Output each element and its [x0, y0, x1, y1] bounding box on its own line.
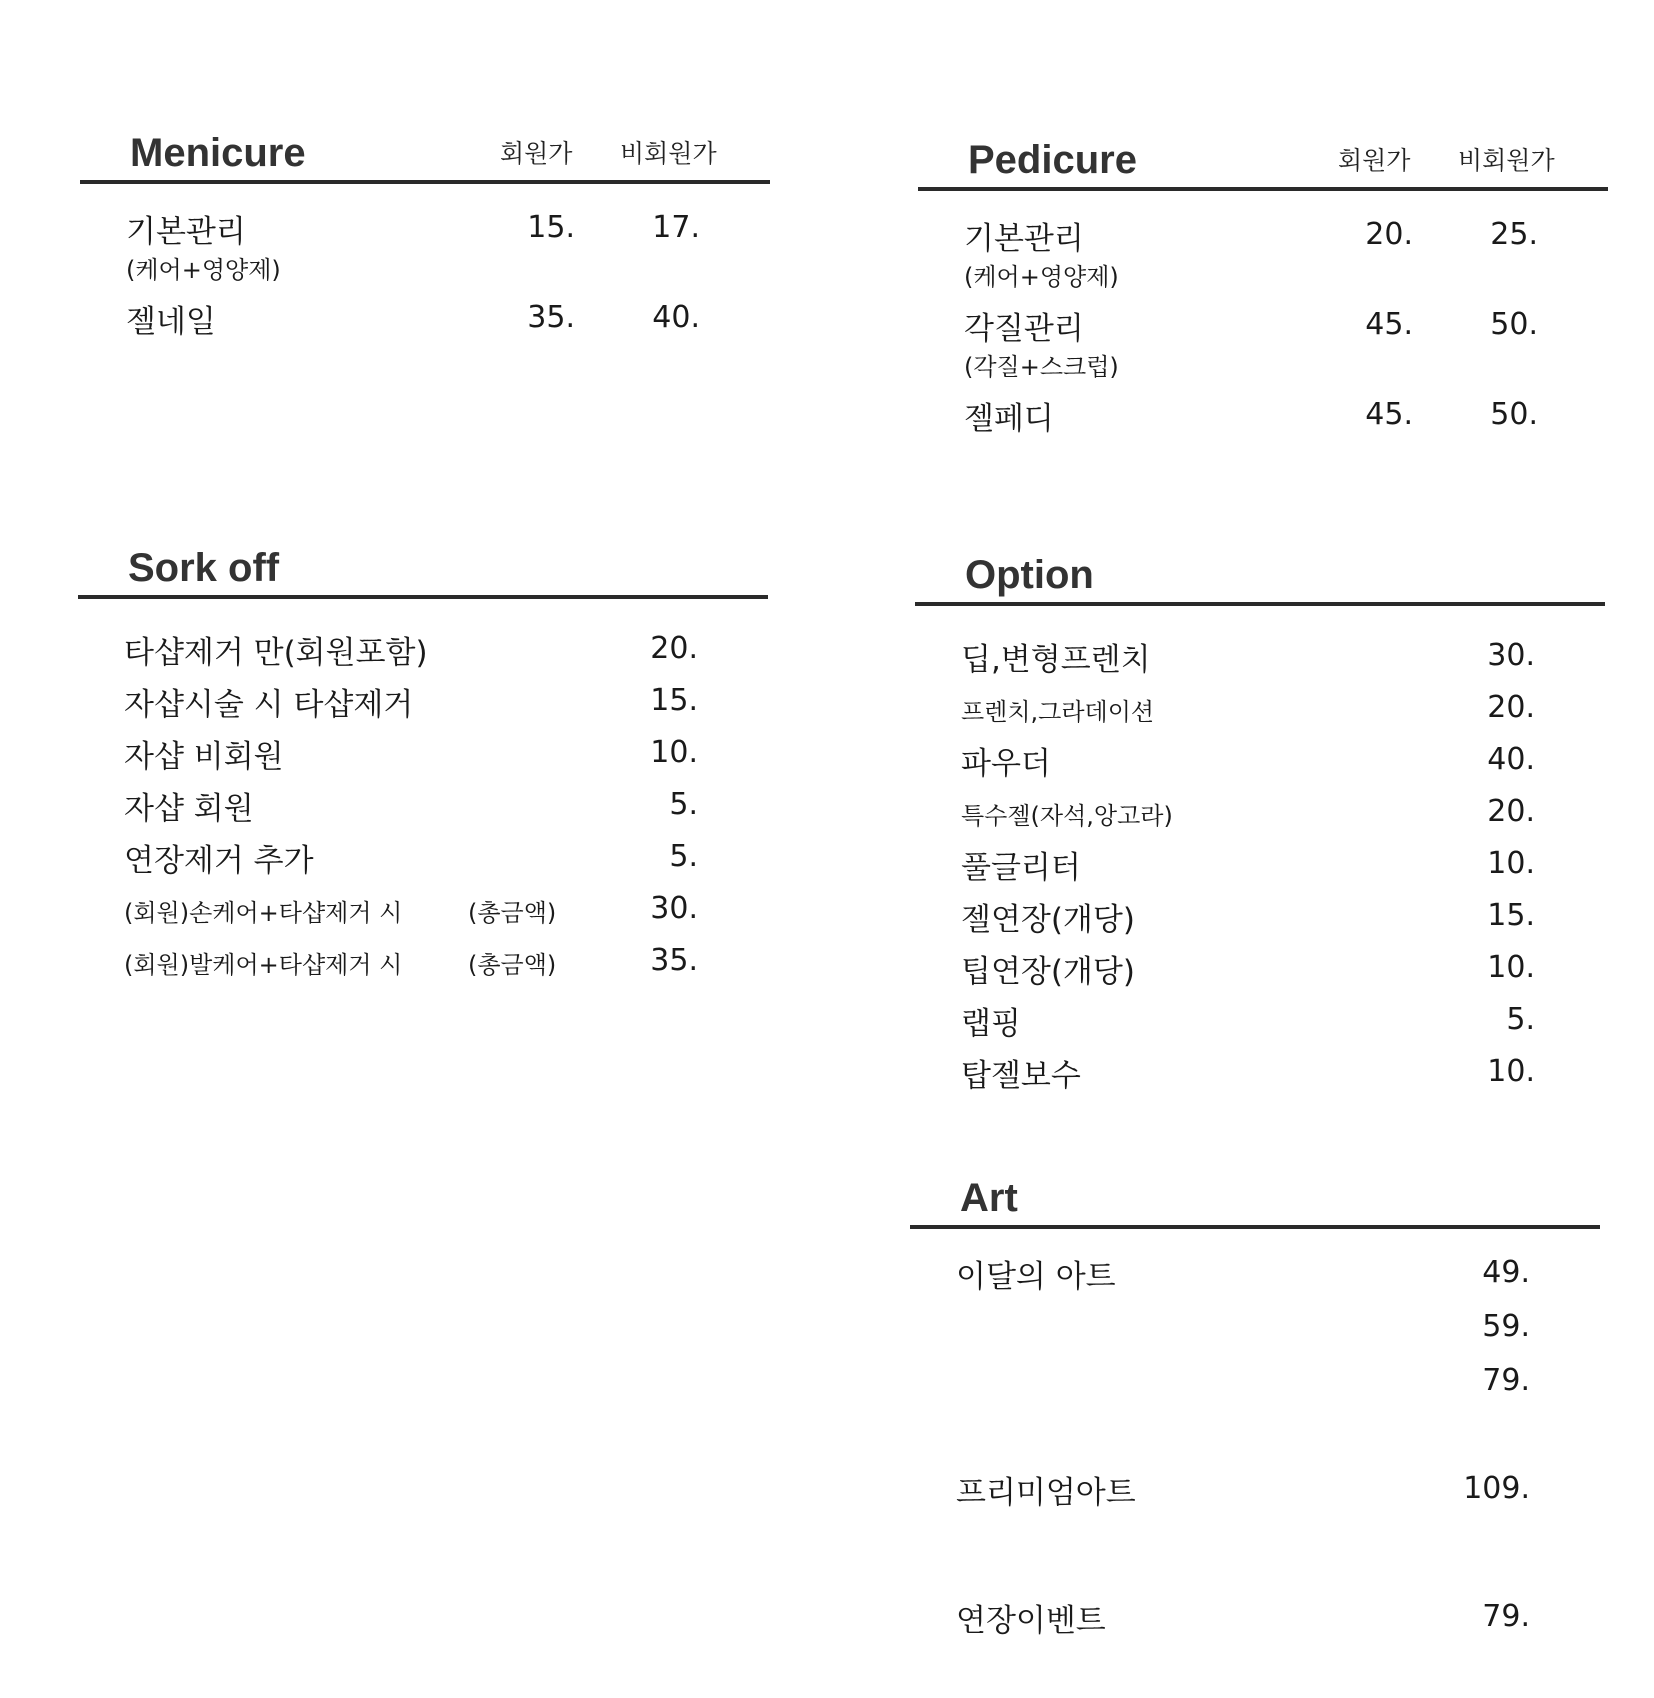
manicure-header: [80, 130, 770, 184]
service-price: 49.: [1482, 1255, 1530, 1290]
service-price: 5.: [669, 787, 698, 822]
price-row: [80, 292, 770, 340]
service-note: (케어+영양제): [126, 256, 281, 284]
price-row: [915, 734, 1605, 786]
member-price: 35.: [527, 300, 575, 335]
service-price: 5.: [669, 839, 698, 874]
service-name: 타샵제거 만(회원포함): [124, 635, 428, 671]
service-name: 각질관리: [964, 311, 1084, 347]
manicure-title: Menicure: [130, 131, 306, 175]
price-row: [78, 831, 768, 883]
price-row: [910, 1463, 1600, 1591]
price-row: [915, 630, 1605, 682]
soakoff-header: [78, 545, 768, 599]
service-note-row: [80, 248, 770, 292]
nonmember-price: 50.: [1490, 307, 1538, 342]
service-name: 기본관리: [126, 214, 246, 250]
price-row: [915, 1046, 1605, 1098]
price-row: [78, 779, 768, 831]
service-price: 10.: [1487, 950, 1535, 985]
price-row: [910, 1301, 1600, 1355]
member-price: 20.: [1365, 217, 1413, 252]
member-price: 15.: [527, 210, 575, 245]
member-price: 45.: [1365, 307, 1413, 342]
service-price: 20.: [1487, 690, 1535, 725]
service-note: (케어+영양제): [964, 263, 1119, 291]
service-price: 15.: [650, 683, 698, 718]
service-note: (각질+스크럽): [964, 353, 1119, 381]
option-section: [915, 552, 1605, 1098]
service-name: 젤페디: [964, 401, 1054, 437]
manicure-list: [80, 184, 770, 340]
service-name: 프렌치,그라데이션: [961, 698, 1155, 726]
service-name: 딥,변형프렌치: [961, 642, 1151, 678]
service-price: 20.: [650, 631, 698, 666]
price-row: [78, 675, 768, 727]
service-name: 프리미엄아트: [956, 1475, 1136, 1511]
nonmember-price: 40.: [652, 300, 700, 335]
price-row: [915, 890, 1605, 942]
service-name: 연장제거 추가: [124, 843, 314, 879]
option-header: [915, 552, 1605, 606]
service-price: 30.: [650, 891, 698, 926]
price-row: [78, 935, 768, 987]
price-row: [915, 994, 1605, 1046]
art-title: Art: [960, 1176, 1018, 1220]
service-note-row: [918, 345, 1608, 389]
service-name: 이달의 아트: [956, 1259, 1116, 1295]
service-price: 10.: [1487, 1054, 1535, 1089]
service-name: 팁연장(개당): [961, 954, 1135, 990]
price-row: [915, 682, 1605, 734]
nonmember-price-header: 비회원가: [1458, 146, 1555, 175]
service-name: 풀글리터: [961, 850, 1081, 886]
service-note-row: [918, 255, 1608, 299]
price-row: [918, 389, 1608, 437]
member-price: 45.: [1365, 397, 1413, 432]
service-price: 10.: [650, 735, 698, 770]
service-name: 파우더: [961, 746, 1051, 782]
service-name: 랩핑: [961, 1006, 1021, 1042]
pedicure-title: Pedicure: [968, 138, 1137, 182]
art-section: [910, 1175, 1600, 1645]
price-row: [78, 623, 768, 675]
price-row: [915, 942, 1605, 994]
price-row: [910, 1247, 1600, 1301]
service-name: 연장이벤트: [956, 1603, 1106, 1639]
nonmember-price-header: 비회원가: [620, 139, 717, 168]
service-price: 5.: [1506, 1002, 1535, 1037]
price-row: [918, 299, 1608, 345]
service-note: (총금액): [468, 951, 557, 979]
option-list: [915, 606, 1605, 1098]
service-price: 15.: [1487, 898, 1535, 933]
nonmember-price: 17.: [652, 210, 700, 245]
art-list: [910, 1229, 1600, 1645]
soakoff-title: Sork off: [128, 546, 280, 590]
service-price: 79.: [1482, 1363, 1530, 1398]
service-price: 35.: [650, 943, 698, 978]
service-name: 기본관리: [964, 221, 1084, 257]
pedicure-list: [918, 191, 1608, 437]
manicure-section: [80, 130, 770, 340]
soakoff-list: [78, 599, 768, 987]
price-row: [80, 202, 770, 248]
service-name: 젤네일: [126, 304, 216, 340]
price-row: [910, 1591, 1600, 1645]
price-row: [915, 838, 1605, 890]
service-price: 79.: [1482, 1599, 1530, 1634]
service-price: 59.: [1482, 1309, 1530, 1344]
price-row: [915, 786, 1605, 838]
price-row: [910, 1355, 1600, 1463]
nonmember-price: 25.: [1490, 217, 1538, 252]
service-name: 젤연장(개당): [961, 902, 1135, 938]
art-header: [910, 1175, 1600, 1229]
pedicure-section: [918, 137, 1608, 437]
service-name: (회원)발케어+타샵제거 시: [124, 951, 403, 979]
service-name: 자샵 회원: [124, 791, 254, 827]
nonmember-price: 50.: [1490, 397, 1538, 432]
service-name: 특수젤(자석,앙고라): [961, 802, 1173, 830]
service-name: 탑젤보수: [961, 1058, 1081, 1094]
price-row: [78, 727, 768, 779]
service-price: 40.: [1487, 742, 1535, 777]
service-note: (총금액): [468, 899, 557, 927]
service-price: 20.: [1487, 794, 1535, 829]
member-price-header: 회원가: [1338, 146, 1411, 175]
soakoff-section: [78, 545, 768, 987]
price-row: [918, 209, 1608, 255]
service-name: (회원)손케어+타샵제거 시: [124, 899, 403, 927]
price-row: [78, 883, 768, 935]
service-name: 자샵 비회원: [124, 739, 284, 775]
option-title: Option: [965, 553, 1094, 597]
service-name: 자샵시술 시 타샵제거: [124, 687, 414, 723]
member-price-header: 회원가: [500, 139, 573, 168]
service-price: 30.: [1487, 638, 1535, 673]
service-price: 109.: [1463, 1471, 1530, 1506]
service-price: 10.: [1487, 846, 1535, 881]
pedicure-header: [918, 137, 1608, 191]
